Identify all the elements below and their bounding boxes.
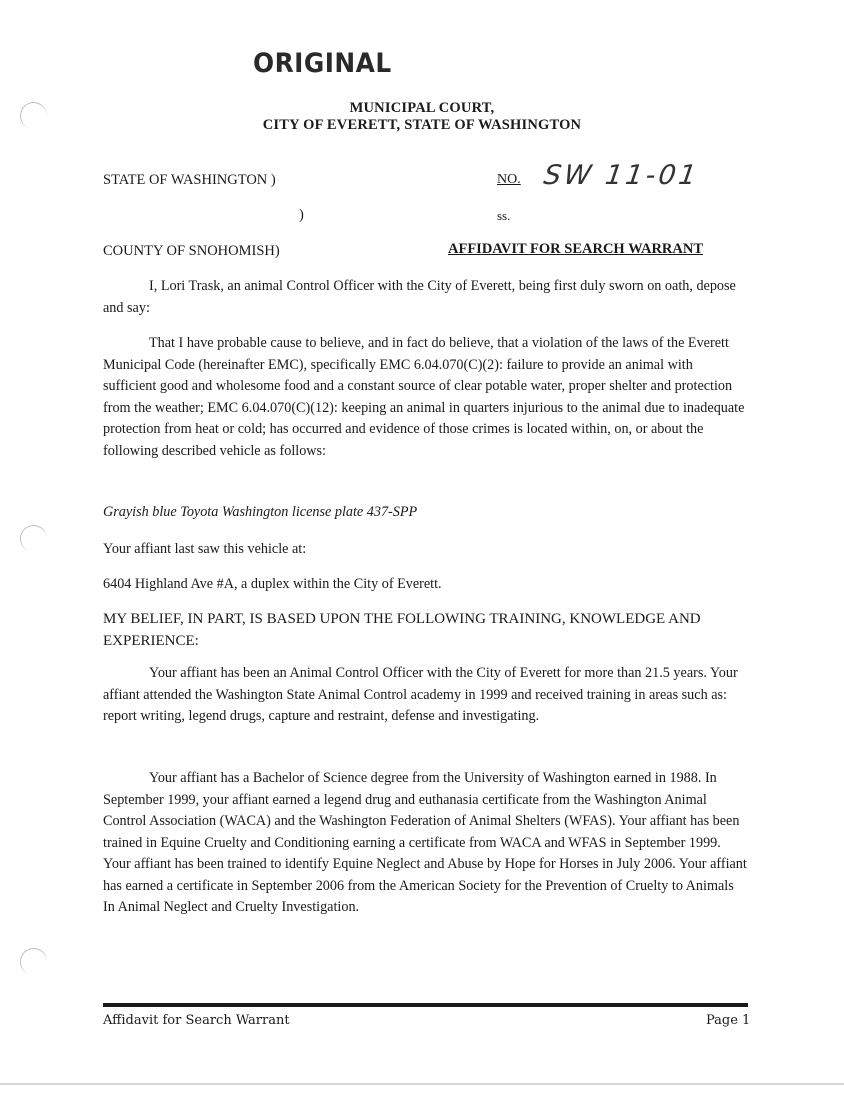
page-edge xyxy=(0,1083,844,1085)
experience-paragraph: Your affiant has been an Animal Control Officer with the City of Everett for more than 21.5 years. Your affiant attended the Washington State Animal Control academy in 1999 and received training in areas such as: report writing, legend drugs, capture and restraint, defense and investigating. xyxy=(103,665,738,724)
ss-label: ss. xyxy=(497,208,511,223)
original-stamp: ORIGINAL xyxy=(253,48,392,79)
oath-paragraph: I, Lori Trask, an animal Control Officer with the City of Everett, being first duly sworn on oath, depose and say: xyxy=(103,278,736,316)
footer-document-name: Affidavit for Search Warrant xyxy=(103,1013,290,1028)
belief-heading: MY BELIEF, IN PART, IS BASED UPON THE FOLLOWING TRAINING, KNOWLEDGE AND EXPERIENCE: xyxy=(103,611,701,649)
case-number-handwritten: SW 11-01 xyxy=(541,160,702,191)
court-name-line2: CITY OF EVERETT, STATE OF WASHINGTON xyxy=(262,117,582,133)
document-title: AFFIDAVIT FOR SEARCH WARRANT xyxy=(448,241,703,257)
footer-divider xyxy=(103,1003,748,1007)
vehicle-description: Grayish blue Toyota Washington license plate 437-SPP xyxy=(103,504,418,520)
caption-county: COUNTY OF SNOHOMISH) xyxy=(103,243,280,259)
caption-paren: ) xyxy=(299,207,304,223)
vehicle-address: 6404 Highland Ave #A, a duplex within the City of Everett. xyxy=(103,576,442,592)
caption-state: STATE OF WASHINGTON ) xyxy=(103,172,276,188)
footer-page-number: Page 1 xyxy=(706,1013,751,1028)
last-seen-statement: Your affiant last saw this vehicle at: xyxy=(103,541,307,557)
court-name-line1: MUNICIPAL COURT, xyxy=(349,100,495,116)
punch-hole-mark xyxy=(18,523,49,554)
education-paragraph: Your affiant has a Bachelor of Science degree from the University of Washington earned in 1988. In September 1999, your affiant earned a legend drug and euthanasia certificate from the Washington Animal Control Association (WACA) and the Washington Federation of Animal Shelters (WFAS). Your affiant has been trained in Equine Cruelty and Conditioning earning a certificate from WACA and WFAS in September 1999. Your affiant has been trained to identify Equine Neglect and Abuse by Hope for Horses in July 2006. Your affiant has earned a certificate in September 2006 from the American Society for the Prevention of Cruelty to Animals In Animal Neglect and Cruelty Investigation. xyxy=(103,770,747,915)
case-number-label: NO. xyxy=(497,172,521,187)
probable-cause-paragraph: That I have probable cause to believe, and in fact do believe, that a violation of the laws of the Everett Municipal Code (hereinafter EMC), specifically EMC 6.04.070(C)(2): failure to provide an animal with sufficient good and wholesome food and a constant source of clear potable water, proper shelter and protection from the weather; EMC 6.04.070(C)(12): keeping an animal in quarters injurious to the animal due to inadequate protection from heat or cold; has occurred and evidence of those crimes is located within, on, or about the following described vehicle as follows: xyxy=(103,335,745,459)
punch-hole-mark xyxy=(18,946,49,977)
